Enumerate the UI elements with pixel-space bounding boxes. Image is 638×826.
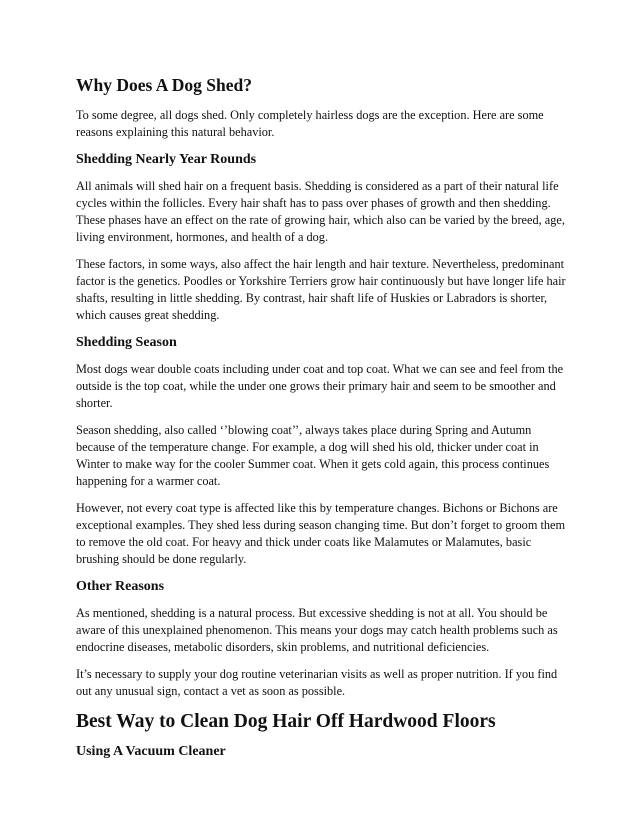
document-page xyxy=(76,74,566,770)
paragraph: However, not every coat type is affected like this by temperature changes. Bichons or Bichons are exceptional examples. They shed less during season changing time. But don’t forget to groom them to remove the old coat. For heavy and thick under coats like Malamutes or Malamutes, basic brushing should be done regularly. xyxy=(76,501,566,566)
paragraph: Season shedding, also called ‘’blowing coat’’, always takes place during Spring and Autumn because of the temperature change. For example, a dog will shed his old, thicker under coat in Winter to make way for the cooler Summer coat. When it gets cold again, this process continues happening for a warmer coat. xyxy=(76,423,550,488)
section-heading-other-reasons: Other Reasons xyxy=(76,579,165,594)
section-heading-shedding-year-round: Shedding Nearly Year Rounds xyxy=(76,152,257,167)
intro-paragraph: To some degree, all dogs shed. Only completely hairless dogs are the exception. Here are some reasons explaining this natural behavior. xyxy=(76,108,544,139)
paragraph: All animals will shed hair on a frequent basis. Shedding is considered as a part of their natural life cycles within the follicles. Every hair shaft has to pass over phases of growth and then shedding. These phases have an effect on the rate of growing hair, which also can be varied by the breed, age, living environment, hormones, and health of a dog. xyxy=(76,179,565,244)
section-heading-shedding-season: Shedding Season xyxy=(76,335,177,350)
paragraph: These factors, in some ways, also affect the hair length and hair texture. Nevertheless, predominant factor is the genetics. Poodles or Yorkshire Terriers grow hair continuously but have longer life hair shafts, resulting in little shedding. By contrast, hair shaft life of Huskies or Labradors is shorter, which causes great shedding. xyxy=(76,257,566,322)
section-heading-vacuum-cleaner: Using A Vacuum Cleaner xyxy=(76,744,226,759)
document-title: Why Does A Dog Shed? xyxy=(76,75,253,95)
paragraph: As mentioned, shedding is a natural process. But excessive shedding is not at all. You should be aware of this unexplained phenomenon. This means your dogs may catch health problems such as endocrine diseases, metabolic disorders, skin problems, and nutritional deficiencies. xyxy=(76,606,558,654)
paragraph: Most dogs wear double coats including under coat and top coat. What we can see and feel from the outside is the top coat, while the under one grows their primary hair and seem to be smoother and shorter. xyxy=(76,362,564,410)
second-title: Best Way to Clean Dog Hair Off Hardwood Floors xyxy=(76,711,496,732)
paragraph: It’s necessary to supply your dog routine veterinarian visits as well as proper nutrition. If you find out any unusual sign, contact a vet as soon as possible. xyxy=(76,667,558,698)
